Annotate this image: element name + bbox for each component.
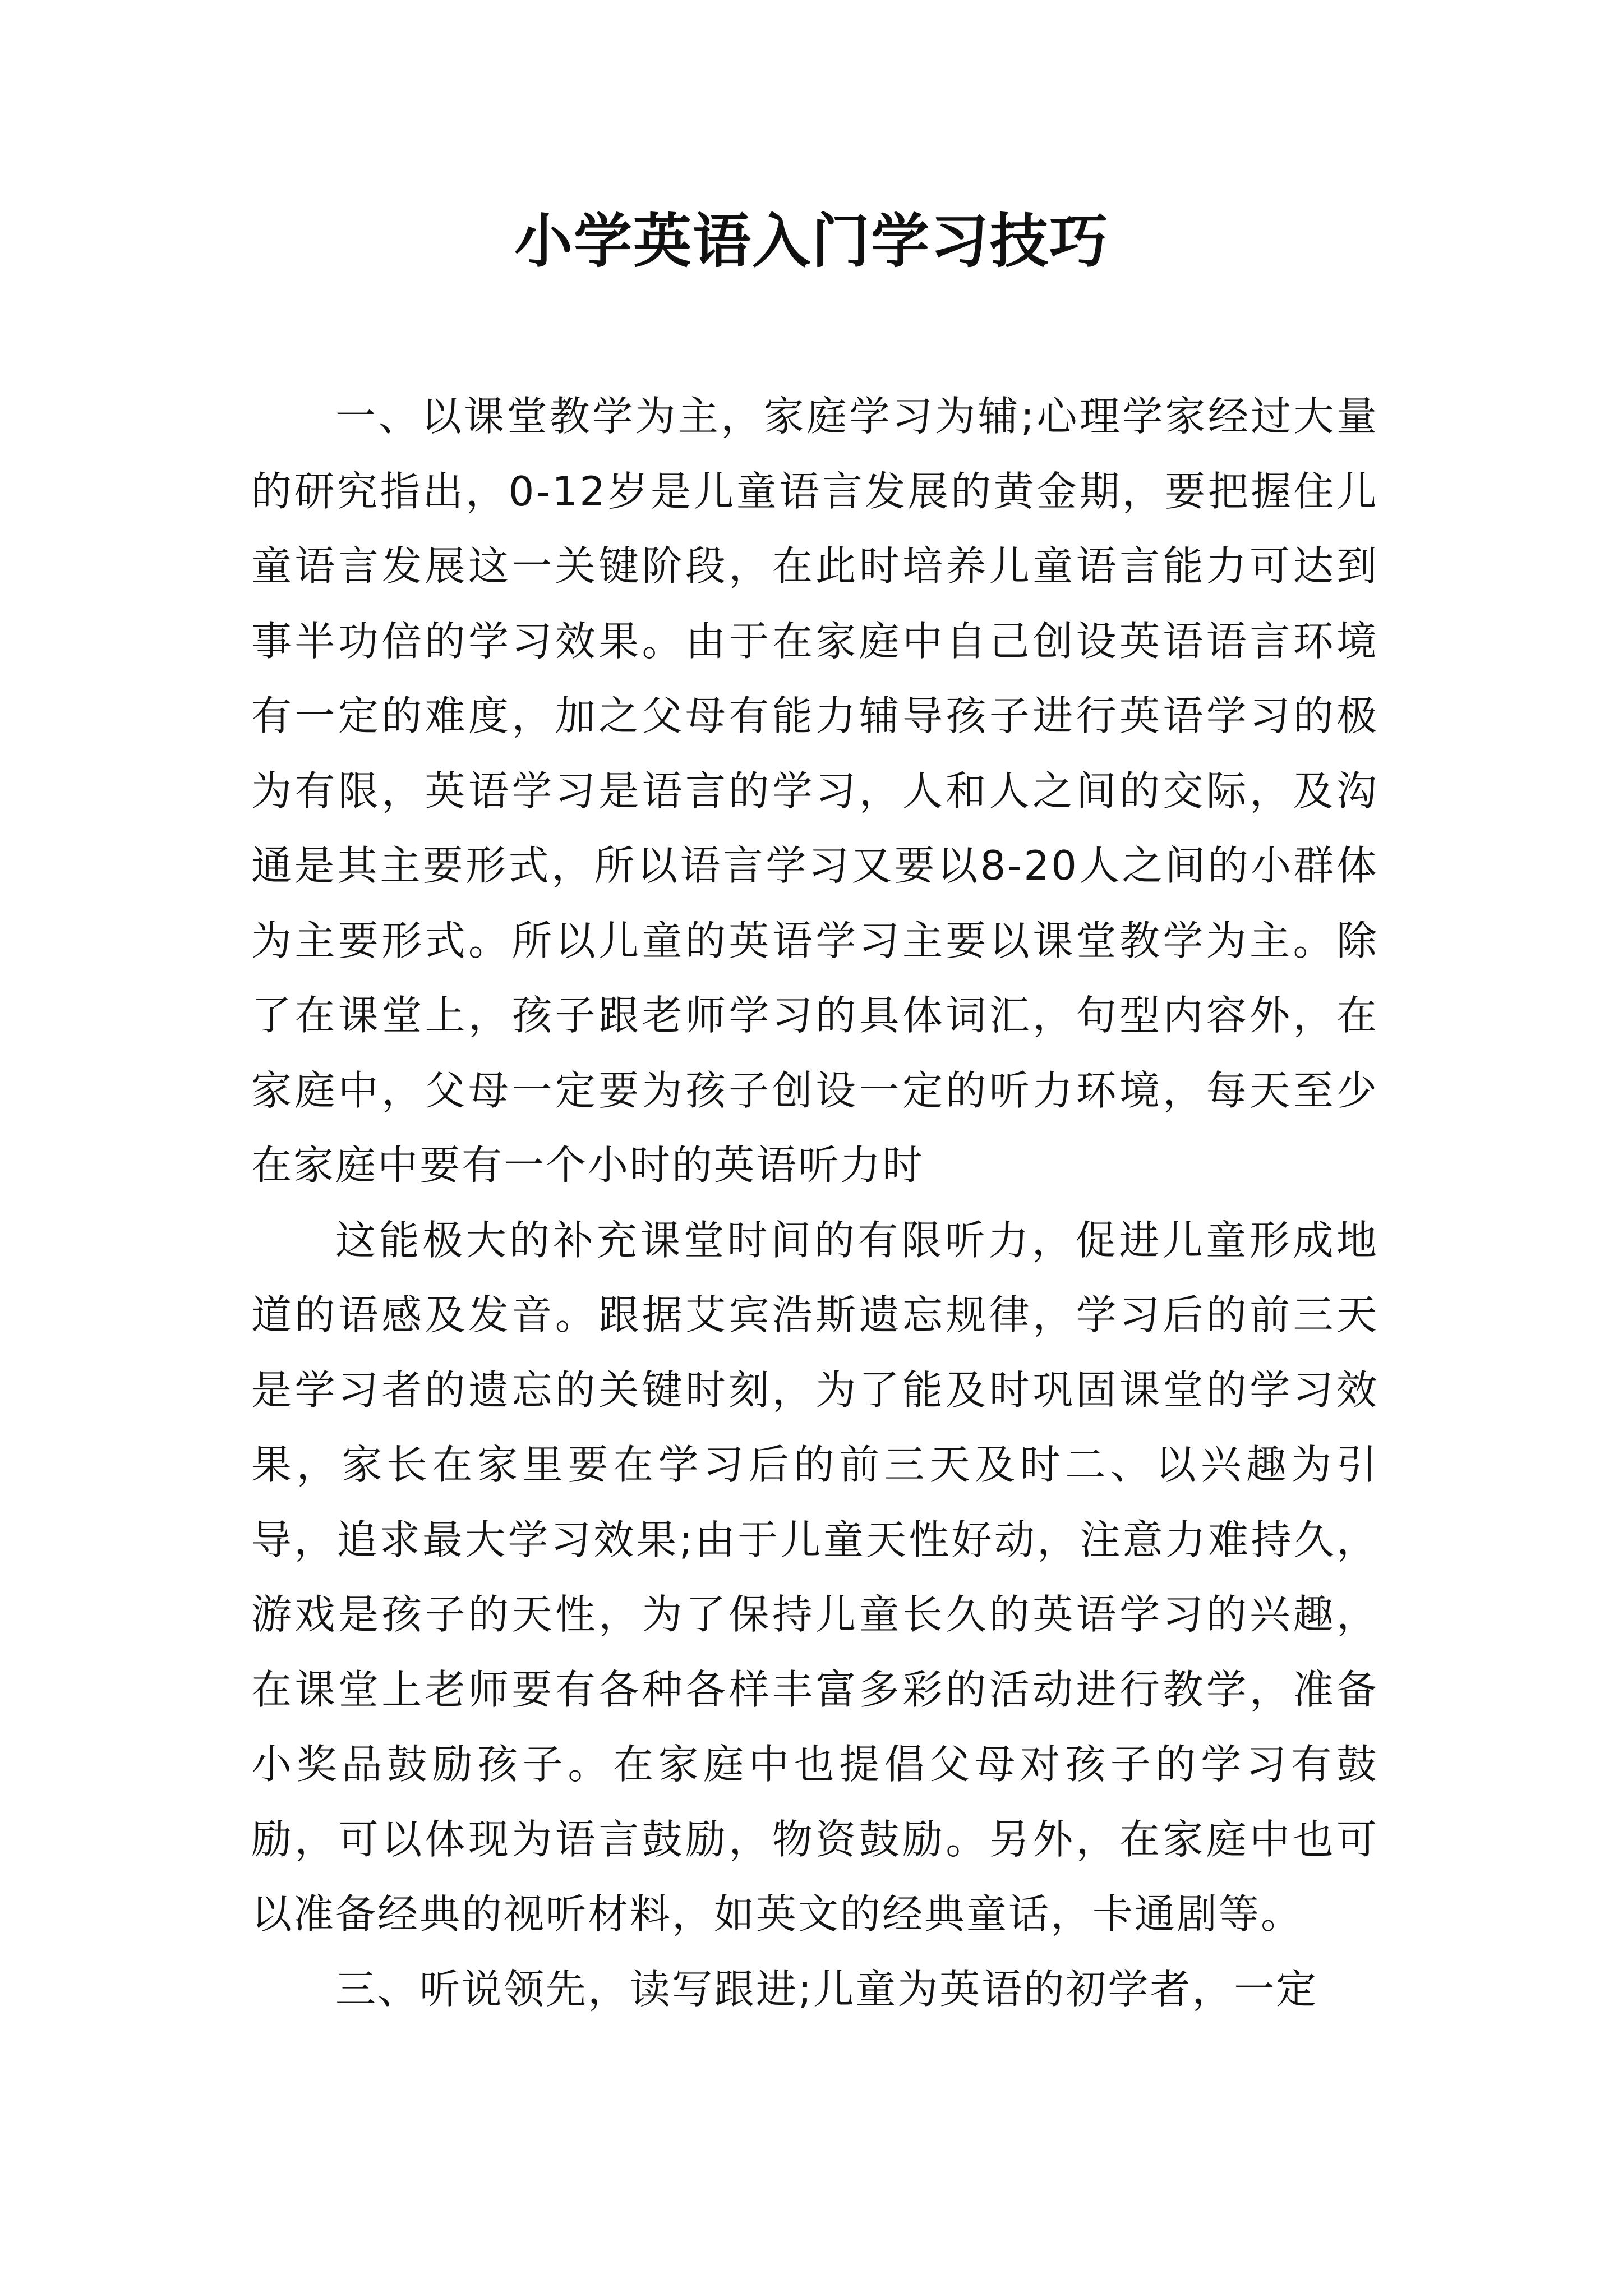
document-title: 小学英语入门学习技巧 [514, 206, 1109, 275]
document-body [251, 379, 1378, 2027]
paragraph-3: 三、听说领先，读写跟进;儿童为英语的初学者，一定 [335, 1965, 1318, 2013]
paragraph-1: 一、以课堂教学为主，家庭学习为辅;心理学家经过大量的研究指出，0-12岁是儿童语言发展的黄金期，要把握住儿童语言发展这一关键阶段，在此时培养儿童语言能力可达到事半功倍的学习效果。由于在家庭中自己创设英语语言环境有一定的难度，加之父母有能力辅导孩子进行英语学习的极为有限，英语学习是语言的学习，人和人之间的交际，及沟通是其主要形式，所以语言学习又要以8-20人之间的小群体为主要形式。所以儿童的英语学习主要以课堂教学为主。除了在课堂上，孩子跟老师学习的具体词汇，句型内容外，在家庭中，父母一定要为孩子创设一定的听力环境，每天至少在家庭中要有一个小时的英语听力时 [251, 393, 1378, 1189]
paragraph-2: 这能极大的补充课堂时间的有限听力，促进儿童形成地道的语感及发音。跟据艾宾浩斯遗忘规律，学习后的前三天是学习者的遗忘的关键时刻，为了能及时巩固课堂的学习效果，家长在家里要在学习后的前三天及时二、以兴趣为引导，追求最大学习效果;由于儿童天性好动，注意力难持久，游戏是孩子的天性，为了保持儿童长久的英语学习的兴趣，在课堂上老师要有各种各样丰富多彩的活动进行教学，准备小奖品鼓励孩子。在家庭中也提倡父母对孩子的学习有鼓励，可以体现为语言鼓励，物资鼓励。另外，在家庭中也可以准备经典的视听材料，如英文的经典童话，卡通剧等。 [251, 1216, 1378, 1938]
